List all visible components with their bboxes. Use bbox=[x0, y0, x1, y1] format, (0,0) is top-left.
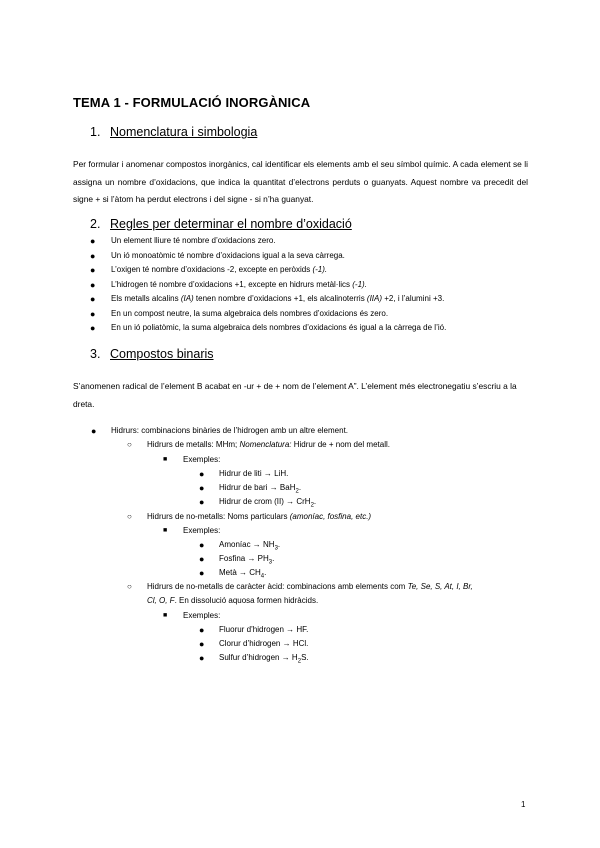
rule-italic: (IA) bbox=[180, 294, 194, 303]
list-item bbox=[199, 467, 289, 481]
list-item bbox=[127, 580, 473, 594]
rule-text: Un ió monoatòmic té nombre d’oxidacions igual a la seva càrrega. bbox=[111, 250, 345, 260]
bullet-icon: ● bbox=[90, 308, 96, 319]
item-text: Metà → CH bbox=[219, 568, 261, 577]
rule-italic: (-1). bbox=[352, 279, 367, 289]
circle-bullet-icon: ○ bbox=[127, 512, 132, 521]
rule-text: tenen nombre d’oxidacions +1, els alcalinoterris bbox=[193, 294, 367, 303]
list-item bbox=[73, 292, 446, 307]
section-number: 1. bbox=[90, 125, 101, 139]
rule-text: +2, i l’alumini +3. bbox=[382, 294, 445, 303]
item-text: S. bbox=[301, 653, 309, 662]
list-item bbox=[199, 651, 309, 665]
item-italic: Te, Se, S, At, I, Br, bbox=[407, 582, 473, 591]
item-text: Hidrur de + nom del metall. bbox=[291, 440, 390, 449]
list-item bbox=[91, 424, 349, 438]
bullet-icon: ● bbox=[199, 540, 205, 550]
list-item bbox=[163, 609, 221, 623]
item-text: Exemples: bbox=[183, 611, 221, 620]
subscript: 2 bbox=[310, 502, 314, 509]
item-text: Exemples: bbox=[183, 526, 221, 535]
item-text: . bbox=[277, 540, 281, 549]
square-bullet-icon: ■ bbox=[163, 527, 168, 534]
list-item bbox=[163, 453, 221, 467]
rule-text: Un element lliure té nombre d’oxidacions zero. bbox=[111, 236, 276, 245]
list-item bbox=[73, 278, 446, 293]
rule-text: L’oxigen té nombre d’oxidacions -2, excepte en peròxids bbox=[111, 265, 313, 274]
item-text: Fosfina → PH bbox=[219, 554, 269, 563]
rule-text: En un ió poliatòmic, la suma algebraica dels nombres d’oxidacions és igual a la càrrega de l’ió. bbox=[111, 323, 447, 332]
item-text: Hidrurs de no-metalls: Noms particulars bbox=[147, 512, 290, 521]
list-item bbox=[73, 307, 446, 322]
subscript: 2 bbox=[295, 488, 299, 495]
bullet-icon: ● bbox=[199, 568, 205, 578]
list-item bbox=[73, 321, 446, 336]
list-item bbox=[73, 234, 446, 249]
bullet-icon: ● bbox=[199, 497, 205, 507]
section-number: 2. bbox=[90, 217, 101, 231]
item-text: Fluorur d’hidrogen → HF. bbox=[219, 625, 309, 634]
item-text: . En dissolució aquosa formen hidràcids. bbox=[174, 596, 319, 605]
list-item bbox=[199, 566, 267, 580]
subscript: 3 bbox=[274, 545, 278, 552]
bullet-icon: ● bbox=[199, 639, 205, 649]
subscript: 3 bbox=[268, 559, 273, 566]
section-1-paragraph: Per formular i anomenar compostos inorgànics, cal identificar els elements amb el seu símbol químic. A cada element se li assigna un nombre d’oxidacions, que indica la quantitat d’electrons perduts o guanyats. Aquest nombre va precedit del signe + si l’àtom ha perdut electrons i del signe - si n’ha guanyat. bbox=[73, 159, 528, 204]
rule-italic: (IIA) bbox=[366, 294, 383, 303]
section-title: Regles per determinar el nombre d’oxidació bbox=[110, 217, 352, 231]
section-heading-1 bbox=[90, 125, 257, 139]
bullet-icon: ● bbox=[90, 236, 96, 246]
item-text: Hidrur de crom (II) → CrH bbox=[219, 497, 311, 506]
bullet-icon: ● bbox=[91, 426, 97, 436]
subscript: 4 bbox=[260, 573, 265, 580]
square-bullet-icon: ■ bbox=[163, 612, 168, 619]
list-item bbox=[163, 524, 221, 538]
bullet-icon: ● bbox=[90, 294, 96, 304]
rule-text: L’hidrogen té nombre d’oxidacions +1, excepte en hidrurs metàl·lics bbox=[111, 279, 353, 289]
square-bullet-icon: ■ bbox=[163, 456, 168, 463]
page-title: TEMA 1 - FORMULACIÓ INORGÀNICA bbox=[73, 95, 311, 110]
rule-text: En un compost neutre, la suma algebraica dels nombres d’oxidacions és zero. bbox=[111, 308, 389, 318]
item-italic: (amoníac, fosfina, etc.) bbox=[289, 512, 372, 521]
bullet-icon: ● bbox=[90, 250, 96, 261]
item-text: . bbox=[298, 483, 302, 492]
list-item bbox=[199, 637, 309, 651]
item-text: Sulfur d’hidrogen → H bbox=[219, 653, 298, 662]
bullet-icon: ● bbox=[199, 653, 205, 663]
bullet-icon: ● bbox=[199, 469, 205, 479]
item-text: . bbox=[272, 554, 275, 563]
section-heading-2 bbox=[90, 217, 352, 231]
item-text: Clorur d’hidrogen → HCl. bbox=[219, 639, 309, 648]
circle-bullet-icon: ○ bbox=[127, 440, 132, 449]
bullet-icon: ● bbox=[90, 279, 96, 290]
bullet-icon: ● bbox=[199, 554, 205, 564]
oxidation-rules-list bbox=[73, 234, 446, 336]
list-item bbox=[199, 538, 281, 552]
page-number: 1 bbox=[521, 800, 526, 809]
list-item bbox=[127, 438, 390, 452]
section-3-paragraph: S’anomenen radical de l’element B acabat en -ur + de + nom de l’element A”. L’element més electronegatiu s’escriu a la dreta. bbox=[73, 381, 517, 409]
list-item-continuation bbox=[147, 594, 318, 608]
bullet-icon: ● bbox=[199, 483, 205, 493]
item-text: . bbox=[264, 568, 267, 577]
section-title: Nomenclatura i simbologia bbox=[110, 125, 258, 139]
list-item bbox=[73, 263, 446, 278]
list-item bbox=[73, 249, 446, 264]
item-text: . bbox=[313, 497, 317, 506]
bullet-icon: ● bbox=[90, 323, 96, 333]
list-item bbox=[199, 552, 275, 566]
list-item bbox=[199, 623, 309, 637]
subscript: 2 bbox=[297, 658, 302, 665]
section-number: 3. bbox=[90, 347, 101, 361]
item-text: Exemples: bbox=[183, 455, 221, 464]
list-item bbox=[199, 495, 317, 509]
item-text: Amoníac → NH bbox=[219, 540, 275, 549]
list-item bbox=[127, 510, 372, 524]
section-heading-3 bbox=[90, 347, 214, 361]
item-text: Hidrurs de metalls: MHm; bbox=[147, 440, 240, 449]
item-italic: Nomenclatura: bbox=[239, 440, 292, 449]
rule-italic: (-1). bbox=[312, 265, 328, 274]
circle-bullet-icon: ○ bbox=[127, 582, 132, 591]
item-text: Hidrur de bari → BaH bbox=[219, 483, 296, 492]
bullet-icon: ● bbox=[90, 265, 96, 275]
rule-text: Els metalls alcalins bbox=[111, 294, 181, 303]
item-text: Hidrurs de no-metalls de caràcter àcid: combinacions amb elements com bbox=[147, 582, 408, 591]
bullet-icon: ● bbox=[199, 625, 205, 635]
item-text: Hidrur de liti → LiH. bbox=[219, 469, 289, 478]
item-italic: Cl, O, F bbox=[147, 596, 175, 605]
list-item bbox=[199, 481, 302, 495]
section-title: Compostos binaris bbox=[110, 347, 214, 361]
item-text: Hidrurs: combinacions binàries de l’hidrogen amb un altre element. bbox=[111, 426, 349, 435]
